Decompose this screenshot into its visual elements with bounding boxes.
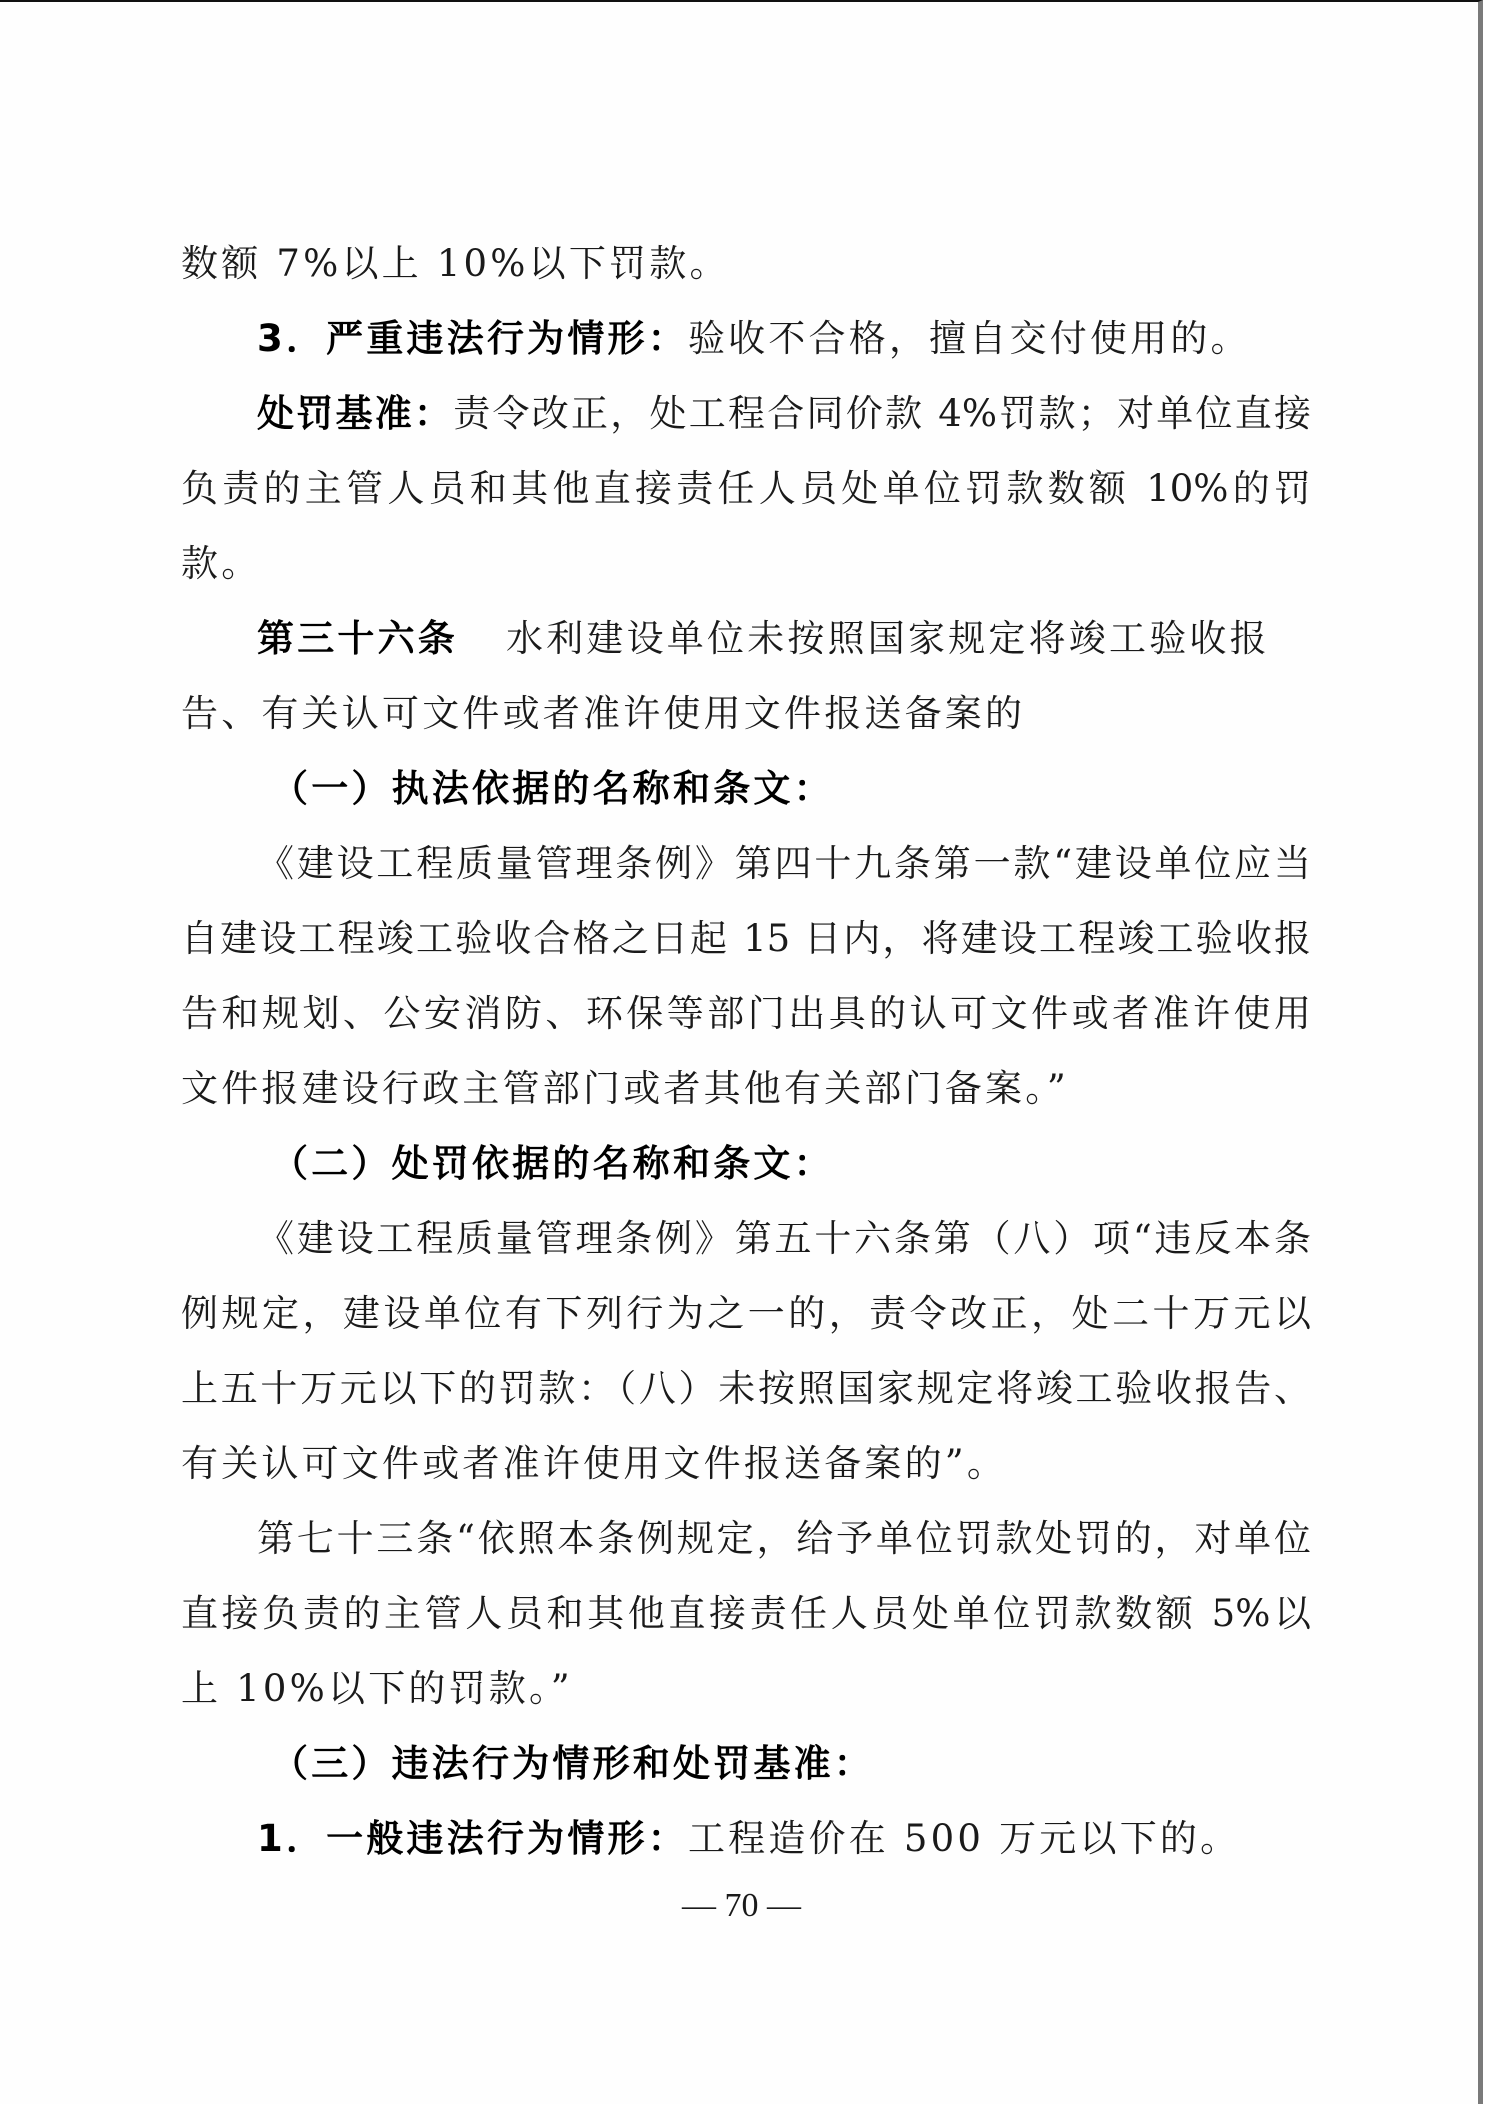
section-heading-penalty-basis: （二）处罚依据的名称和条文： bbox=[271, 1142, 834, 1185]
text-line bbox=[181, 1284, 1311, 1359]
text-line bbox=[181, 684, 1311, 759]
section-heading-enforcement-basis: （一）执法依据的名称和条文： bbox=[271, 767, 834, 810]
penalty-basis-text: 《建设工程质量管理条例》第五十六条第（八）项“违反本条 bbox=[257, 1217, 1311, 1260]
text-line bbox=[181, 1209, 1311, 1284]
text-line bbox=[181, 1434, 1311, 1509]
text-line bbox=[181, 1359, 1311, 1434]
text-line bbox=[181, 234, 1311, 309]
severity-description: 工程造价在 500 万元以下的。 bbox=[687, 1817, 1241, 1860]
enforcement-basis-text: 告和规划、公安消防、环保等部门出具的认可文件或者准许使用 bbox=[181, 992, 1311, 1035]
penalty-standard-end: 款。 bbox=[181, 542, 262, 585]
text-line bbox=[181, 909, 1311, 984]
severity-description: 验收不合格，擅自交付使用的。 bbox=[687, 317, 1251, 360]
penalty-basis-text: 上五十万元以下的罚款：（八）未按照国家规定将竣工验收报告、 bbox=[181, 1367, 1311, 1410]
penalty-basis-text: 第七十三条“依照本条例规定，给予单位罚款处罚的，对单位 bbox=[257, 1517, 1311, 1560]
article-text: 水利建设单位未按照国家规定将竣工验收报 bbox=[506, 617, 1270, 660]
text-line bbox=[181, 1659, 1311, 1734]
penalty-basis-text: 直接负责的主管人员和其他直接责任人员处单位罚款数额 5%以 bbox=[181, 1592, 1311, 1635]
penalty-basis-text: 上 10%以下的罚款。” bbox=[181, 1667, 573, 1710]
page-number: — 70 — bbox=[682, 1887, 801, 1924]
section-heading-violation-standards: （三）违法行为情形和处罚基准： bbox=[271, 1742, 874, 1785]
text-line bbox=[181, 834, 1311, 909]
text-line bbox=[181, 1509, 1311, 1584]
text-line bbox=[181, 759, 1311, 834]
enforcement-basis-text: 《建设工程质量管理条例》第四十九条第一款“建设单位应当 bbox=[257, 842, 1311, 885]
text-line bbox=[181, 1134, 1311, 1209]
document-body bbox=[181, 234, 1311, 1884]
article-text-continuation: 告、有关认可文件或者准许使用文件报送备案的 bbox=[181, 692, 1026, 735]
penalty-basis-text: 有关认可文件或者准许使用文件报送备案的”。 bbox=[181, 1442, 1008, 1485]
severity-label-serious: 3．严重违法行为情形： bbox=[257, 317, 688, 360]
penalty-basis-text: 例规定，建设单位有下列行为之一的，责令改正，处二十万元以 bbox=[181, 1292, 1311, 1335]
text-line bbox=[181, 384, 1311, 459]
enforcement-basis-text: 自建设工程竣工验收合格之日起 15 日内，将建设工程竣工验收报 bbox=[181, 917, 1311, 960]
article-heading: 第三十六条 bbox=[257, 617, 458, 660]
text-line bbox=[181, 309, 1311, 384]
text-line bbox=[181, 1734, 1311, 1809]
text-line bbox=[181, 459, 1311, 534]
text-line bbox=[181, 1584, 1311, 1659]
penalty-standard-text: 责令改正，处工程合同价款 4%罚款；对单位直接 bbox=[453, 392, 1311, 435]
text-line bbox=[181, 1809, 1311, 1884]
penalty-standard-label: 处罚基准： bbox=[257, 392, 454, 435]
enforcement-basis-text: 文件报建设行政主管部门或者其他有关部门备案。” bbox=[181, 1067, 1070, 1110]
severity-label-general: 1．一般违法行为情形： bbox=[257, 1817, 688, 1860]
text-line bbox=[181, 534, 1311, 609]
text-line bbox=[181, 609, 1311, 684]
penalty-standard-continuation: 负责的主管人员和其他直接责任人员处单位罚款数额 10%的罚 bbox=[181, 467, 1311, 510]
text-line bbox=[181, 1059, 1311, 1134]
text-line bbox=[181, 984, 1311, 1059]
paragraph-continuation: 数额 7%以上 10%以下罚款。 bbox=[181, 242, 730, 285]
